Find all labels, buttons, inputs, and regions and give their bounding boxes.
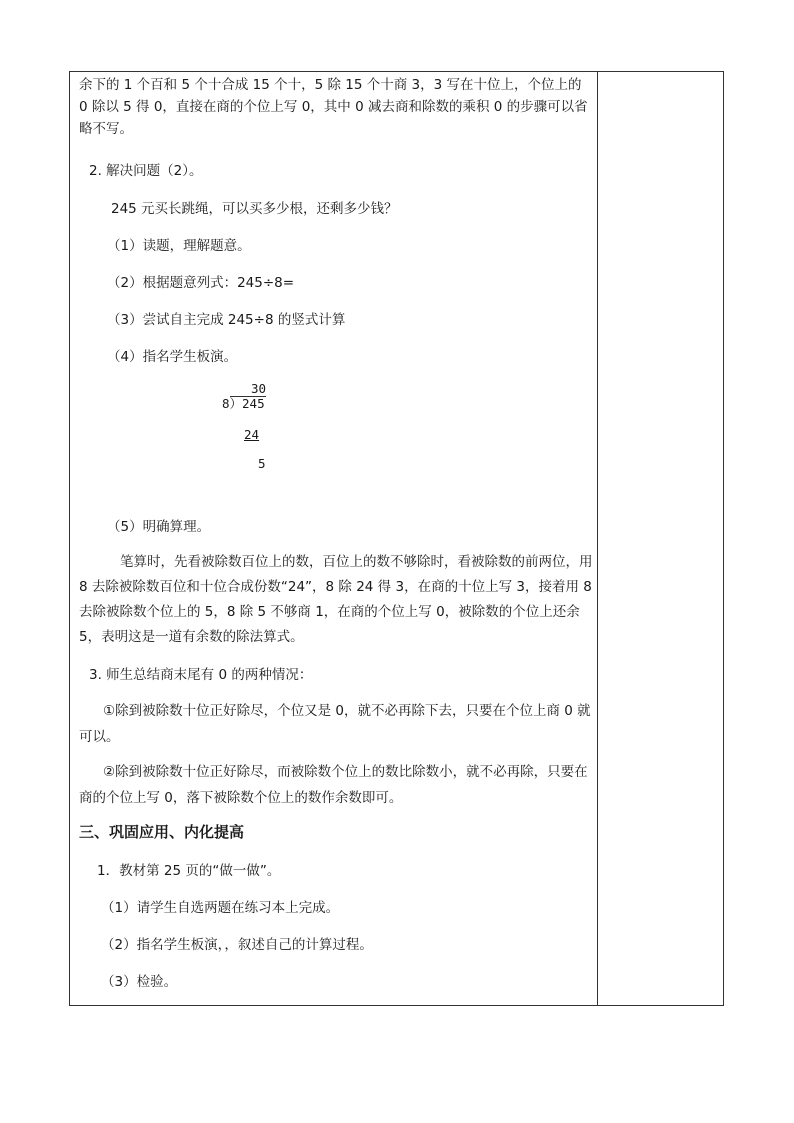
lesson-table (69, 71, 724, 1006)
section-summary: 3. 师生总结商末尾有 0 的两种情况： (89, 667, 313, 683)
step-1: （1）读题，理解题意。 (107, 238, 251, 254)
column-divider (597, 72, 598, 1005)
item-check: （3）检验。 (101, 974, 178, 990)
section-heading-apply: 三、巩固应用、内化提高 (79, 823, 245, 841)
item-board: （2）指名学生板演，，叙述自己的计算过程。 (101, 937, 373, 953)
case-2: ②除到被除数十位正好除尽，而被除数个位上的数比除数小，就不必再除，只要在商的个位上写 0，落下被除数个位上的数作余数即可。 (79, 764, 588, 806)
division-product: 24 (244, 427, 260, 442)
division-remainder: 5 (258, 456, 266, 471)
division-divisor-dividend: 8）245 (222, 396, 265, 411)
step-3: （3）尝试自主完成 245÷8 的竖式计算 (107, 312, 346, 328)
paragraph-reasoning: 笔算时，先看被除数百位上的数，百位上的数不够除时，看被除数的前两位，用 8 去除被除数百位和十位合成份数“24”，8 除 24 得 3，在商的十位上写 3，接着用 8 去除被除数个位上的 5，8 除 5 不够商 1，在商的个位上写 0，被除数的个位上还余 5，表明这是一道有余数的除法算式。 (79, 554, 593, 645)
item-textbook: 1．教材第 25 页的“做一做”。 (97, 863, 281, 879)
case-1: ①除到被除数十位正好除尽，个位又是 0，就不必再除下去，只要在个位上商 0 就可以。 (79, 703, 591, 745)
item-self-select: （1）请学生自选两题在练习本上完成。 (101, 900, 340, 916)
problem-question: 245 元买长跳绳，可以买多少根，还剩多少钱？ (111, 201, 398, 217)
step-5: （5）明确算理。 (107, 519, 211, 535)
step-2: （2）根据题意列式：245÷8= (107, 275, 295, 291)
step-4: （4）指名学生板演。 (107, 349, 238, 365)
division-quotient: 30 (230, 381, 266, 397)
section-solve-problem-2: 2. 解决问题（2）。 (89, 163, 203, 179)
paragraph-remainder-explanation: 余下的 1 个百和 5 个十合成 15 个十，5 除 15 个十商 3，3 写在十位上，个位上的 0 除以 5 得 0，直接在商的个位上写 0，其中 0 减去商和除数的乘积 0 的步骤可以省略不写。 (79, 77, 588, 137)
